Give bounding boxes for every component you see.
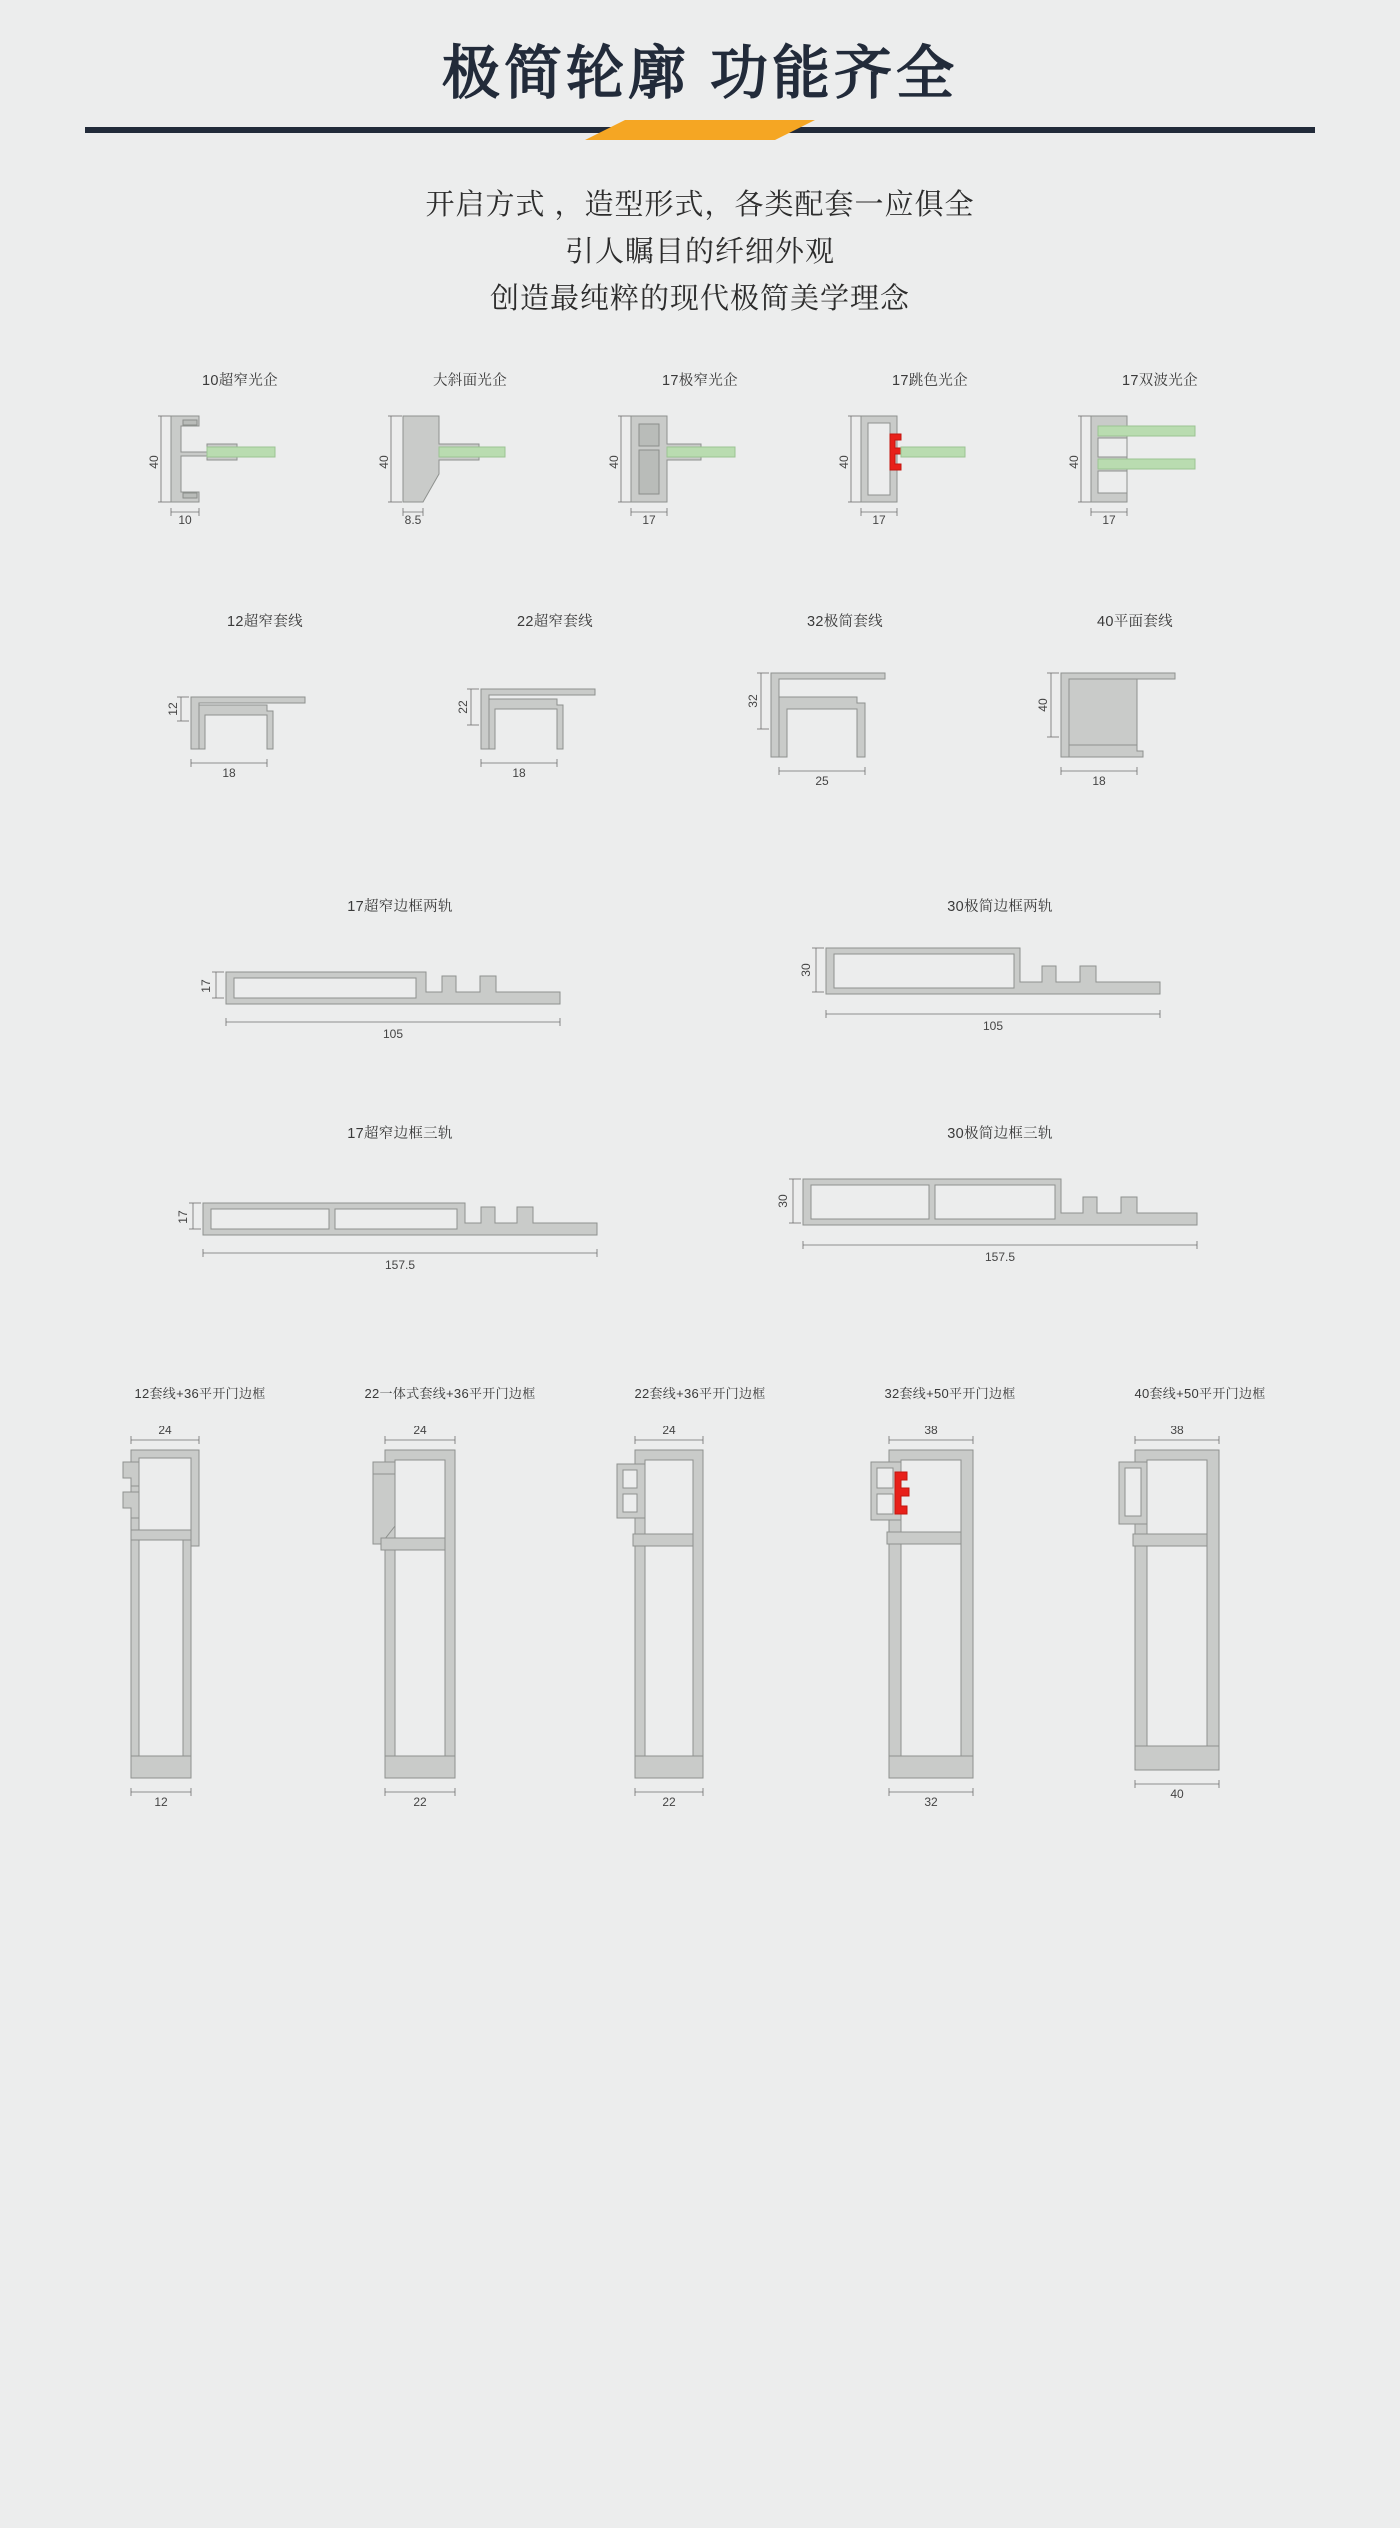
profile-card-17-two-tone (815, 369, 1045, 524)
profile-drawing (845, 1426, 1055, 1806)
profile-card-17-three-track (100, 1122, 700, 1287)
profile-drawing (1065, 404, 1255, 524)
profile-label: 40平面套线 (1097, 613, 1173, 630)
profile-label: 17双波光企 (1122, 372, 1198, 389)
profile-label: 32套线+50平开门边框 (884, 1385, 1016, 1401)
dim-height: 40 (837, 455, 851, 469)
profile-label: 12超窄套线 (227, 613, 303, 630)
dim-height: 40 (607, 455, 621, 469)
profile-label: 32极简套线 (807, 613, 883, 630)
dim-height: 30 (776, 1194, 790, 1208)
dim-height: 17 (176, 1210, 190, 1224)
dim-height: 40 (377, 455, 391, 469)
profile-label: 17超窄边框三轨 (347, 1125, 453, 1142)
profile-drawing (595, 1426, 805, 1806)
dim-bottom: 22 (413, 1794, 427, 1806)
section-light-stile (0, 369, 1400, 524)
dim-width: 157.5 (384, 1257, 416, 1272)
profile-drawing (1095, 1426, 1305, 1806)
dim-width: 18 (1092, 773, 1106, 788)
profile-card-32-casing (700, 610, 990, 795)
subtitle-line-2: 引人瞩目的纤细外观 (564, 235, 835, 268)
dim-top: 24 (662, 1425, 676, 1437)
profile-card-12-casing (120, 610, 410, 785)
section-door-frame (0, 1383, 1400, 1806)
dim-width: 105 (982, 1018, 1004, 1033)
profile-drawing (605, 404, 795, 524)
section-casing (0, 610, 1400, 795)
profile-card-22-casing (410, 610, 700, 785)
dim-width: 17 (872, 512, 886, 524)
profile-card-10-ultra-narrow (125, 369, 355, 524)
profile-label: 大斜面光企 (433, 372, 507, 389)
dim-width: 17 (642, 512, 656, 524)
dim-bottom: 32 (924, 1794, 938, 1806)
profile-card-12-casing-36-door (75, 1383, 325, 1806)
profile-label: 22套线+36平开门边框 (634, 1385, 766, 1401)
section-three-track (0, 1122, 1400, 1287)
page-title: 极简轮廓 功能齐全 (441, 41, 959, 106)
dim-top: 24 (158, 1425, 172, 1437)
profile-drawing (1025, 645, 1245, 795)
door-frame-row (0, 1383, 1400, 1806)
dim-height: 32 (746, 694, 760, 708)
profile-card-17-two-track (100, 895, 700, 1056)
profile-drawing (95, 1426, 305, 1806)
profile-drawing (375, 404, 565, 524)
profile-card-large-bevel (355, 369, 585, 524)
profile-label: 17极窄光企 (662, 372, 738, 389)
profile-card-22-casing-36-door (575, 1383, 825, 1806)
dim-top: 24 (413, 1425, 427, 1437)
profile-label: 10超窄光企 (202, 372, 278, 389)
dim-height: 22 (456, 700, 470, 714)
light-stile-row (0, 369, 1400, 524)
subtitle-line-3: 创造最纯粹的现代极简美学理念 (489, 282, 910, 315)
header-chevron-accent (585, 120, 815, 140)
profile-label: 12套线+36平开门边框 (134, 1385, 266, 1401)
profile-label: 30极简边框三轨 (947, 1125, 1053, 1142)
dim-bottom: 12 (154, 1794, 168, 1806)
profile-card-40-casing (990, 610, 1280, 795)
dim-width: 8.5 (404, 512, 422, 524)
profile-label: 22一体式套线+36平开门边框 (364, 1385, 536, 1401)
profile-card-30-three-track (700, 1122, 1300, 1281)
dim-width: 105 (382, 1026, 404, 1041)
dim-width: 25 (815, 773, 829, 788)
dim-width: 17 (1102, 512, 1116, 524)
two-track-row (0, 895, 1400, 1056)
profile-drawing (165, 1177, 635, 1287)
header-divider-left-bar (85, 127, 620, 133)
profile-drawing (835, 404, 1025, 524)
profile-drawing (445, 645, 665, 785)
dim-top: 38 (1170, 1425, 1184, 1437)
dim-top: 38 (924, 1425, 938, 1437)
dim-height: 12 (166, 702, 180, 716)
profile-drawing (145, 404, 335, 524)
profile-drawing (155, 645, 375, 785)
subtitle-line-1: 开启方式 ，造型形式，各类配套一应俱全 (425, 188, 975, 221)
profile-label: 22超窄套线 (517, 613, 593, 630)
header-divider-right-bar (780, 127, 1315, 133)
three-track-row (0, 1122, 1400, 1287)
profile-drawing (735, 645, 955, 795)
profile-card-40-casing-50-door (1075, 1383, 1325, 1806)
profile-drawing (765, 1161, 1235, 1281)
header-divider (85, 122, 1315, 138)
profile-card-17-ultra-narrow (585, 369, 815, 524)
dim-height: 17 (199, 979, 213, 993)
profile-label: 30极简边框两轨 (947, 898, 1053, 915)
profile-label: 17跳色光企 (892, 372, 968, 389)
poster-header (0, 0, 1400, 138)
dim-width: 18 (512, 765, 526, 780)
dim-width: 157.5 (984, 1249, 1016, 1264)
dim-height: 30 (799, 963, 813, 977)
casing-row (0, 610, 1400, 795)
profile-card-32-casing-50-door (825, 1383, 1075, 1806)
profile-drawing (345, 1426, 555, 1806)
profile-drawing (780, 930, 1220, 1050)
profile-card-17-double-wave (1045, 369, 1275, 524)
dim-height: 40 (1036, 698, 1050, 712)
profile-card-30-two-track (700, 895, 1300, 1050)
profile-label: 17超窄边框两轨 (347, 898, 453, 915)
dim-bottom: 22 (662, 1794, 676, 1806)
profile-drawing (180, 946, 620, 1056)
dim-width: 18 (222, 765, 236, 780)
subtitle-block (0, 182, 1400, 323)
dim-width: 10 (178, 512, 192, 524)
profile-card-22-integrated-36-door (325, 1383, 575, 1806)
dim-height: 40 (147, 455, 161, 469)
profile-label: 40套线+50平开门边框 (1134, 1385, 1266, 1401)
dim-bottom: 40 (1170, 1786, 1184, 1801)
dim-height: 40 (1067, 455, 1081, 469)
section-two-track (0, 895, 1400, 1056)
